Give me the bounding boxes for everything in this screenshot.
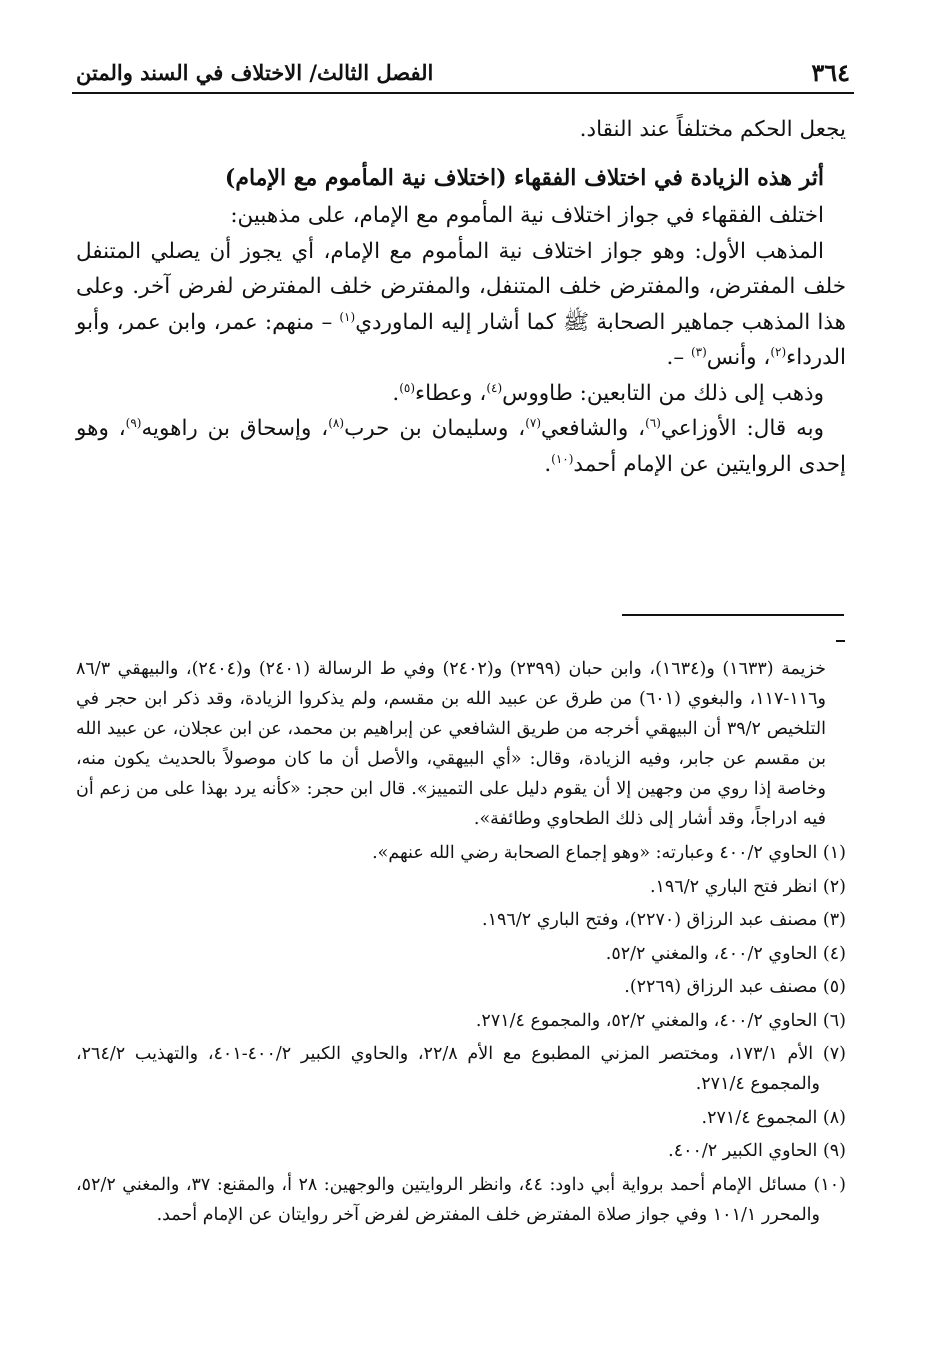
footnote-8: (٨) المجموع ٢٧١/٤. xyxy=(701,1107,846,1128)
footnote-ref-7[interactable]: (٧) xyxy=(525,415,542,430)
paragraph-tabiin xyxy=(76,376,846,412)
text-segment: ، والشافعي xyxy=(541,416,646,441)
paragraph-first-view xyxy=(76,234,846,376)
section-heading: أثر هذه الزيادة في اختلاف الفقهاء (اختلاف نية المأموم مع الإمام) xyxy=(224,164,824,191)
text-segment: ، وهو إحدى الروايتين عن الإمام أحمد xyxy=(76,416,846,477)
footnote-ref-1[interactable]: (١) xyxy=(339,309,356,324)
footnote-9: (٩) الحاوي الكبير ٤٠٠/٢. xyxy=(668,1141,846,1161)
text-segment: المذهب الأول: وهو جواز اختلاف نية المأموم مع الإمام، أي يجوز أن يصلي المتنفل خلف المفترض، والمفترض خلف المتنفل، والمفترض خلف المفترض لفرض آخر. وعلى هذا المذهب جماهير الصحابة ﷺ كما أشار إليه الماوردي xyxy=(76,238,846,335)
paragraph-two-views: اختلف الفقهاء في جواز اختلاف نية المأموم مع الإمام، على مذهبين: xyxy=(230,203,824,228)
footnote-3: (٣) مصنف عبد الرزاق (٢٢٧٠)، وفتح الباري ١٩٦/٢. xyxy=(482,910,846,930)
footnote-10: (١٠) مسائل الإمام أحمد برواية أبي داود: ٤٤، وانظر الروايتين والوجهين: ٢٨ أ، والمقنع: ٣٧، والمغني ٥٢/٢، والمحرر ١٠١/١ وفي جواز صلاة المفترض خلف المفترض لفرض آخر روايتان عن الإمام أحمد. xyxy=(76,1174,846,1225)
continuation-mark xyxy=(836,640,845,642)
footnote-ref-9[interactable]: (٩) xyxy=(125,415,142,430)
text-segment: ، وإسحاق بن راهويه xyxy=(141,416,329,441)
footnote-separator xyxy=(622,614,844,616)
text-segment: . xyxy=(544,451,552,477)
footnotes xyxy=(76,654,846,1233)
footnote-7: (٧) الأم ١٧٣/١، ومختصر المزني المطبوع مع الأم ٢٢/٨، والحاوي الكبير ٤٠٠/٢-٤٠١، والتهذيب ٢٦٤/٢، والمجموع ٢٧١/٤. xyxy=(76,1044,846,1094)
footnote-continuation: خزيمة (١٦٣٣) و(١٦٣٤)، وابن حبان (٢٣٩٩) و(٢٤٠٢) وفي ط الرسالة (٢٤٠١) و(٢٤٠٤)، والبيهقي ٨٦/٣ و١١٦-١١٧، والبغوي (٦٠١) من طرق عن عبيد الله بن مقسم، ولم يذكروا الزيادة، وقد ذكر ابن حجر في التلخيص ٣٩/٢ أن البيهقي أخرجه من طريق الشافعي عن إبراهيم بن محمد، عن ابن عجلان، عن عبيد الله بن مقسم عن جابر، وفيه الزيادة، وقال: «أي البيهقي، والأصل أن ما كان موصولاً بالحديث يكون منه، وخاصة إذا روي من وجهين إلا أن يقوم دليل على التمييز». قال ابن حجر: «كأنه يرد بهذا على من زعم أن فيه ادراجاً، وقد أشار إلى ذلك الطحاوي وطائفة». xyxy=(76,659,827,829)
footnote-1: (١) الحاوي ٤٠٠/٢ وعبارته: «وهو إجماع الصحابة رضي الله عنهم». xyxy=(372,843,846,863)
text-segment: وذهب إلى ذلك من التابعين: طاووس xyxy=(502,380,824,406)
footnote-ref-4[interactable]: (٤) xyxy=(486,380,503,395)
footnote-4: (٤) الحاوي ٤٠٠/٢، والمغني ٥٢/٢. xyxy=(605,943,846,964)
footnote-ref-5[interactable]: (٥) xyxy=(399,380,416,395)
text-segment: – منهم: عمر، وابن عمر، وأبو الدرداء xyxy=(76,309,846,370)
text-segment: . xyxy=(392,380,400,406)
footnote-2: (٢) انظر فتح الباري ١٩٦/٢. xyxy=(649,876,846,897)
footnote-5: (٥) مصنف عبد الرزاق (٢٢٦٩). xyxy=(624,977,846,997)
text-segment: ، وعطاء xyxy=(415,380,487,406)
footnote-6: (٦) الحاوي ٤٠٠/٢، والمغني ٥٢/٢، والمجموع ٢٧١/٤. xyxy=(475,1010,846,1031)
main-text xyxy=(76,112,846,482)
paragraph-scholars xyxy=(76,411,846,482)
page-header xyxy=(72,52,854,94)
running-title: الفصل الثالث/ الاختلاف في السند والمتن xyxy=(76,60,434,85)
footnote-ref-2[interactable]: (٢) xyxy=(770,344,787,359)
text-segment: –. xyxy=(666,345,691,370)
footnote-ref-8[interactable]: (٨) xyxy=(328,415,345,430)
text-segment: وبه قال: الأوزاعي xyxy=(660,416,824,441)
footnote-ref-6[interactable]: (٦) xyxy=(645,415,661,430)
page-number: ٣٦٤ xyxy=(811,58,850,87)
footnote-ref-3[interactable]: (٣) xyxy=(690,344,707,359)
paragraph-intro: يجعل الحكم مختلفاً عند النقاد. xyxy=(579,117,846,142)
text-segment: ، وسليمان بن حرب xyxy=(344,416,526,441)
footnote-ref-10[interactable]: (١٠) xyxy=(551,451,574,466)
text-segment: ، وأنس xyxy=(706,345,771,370)
